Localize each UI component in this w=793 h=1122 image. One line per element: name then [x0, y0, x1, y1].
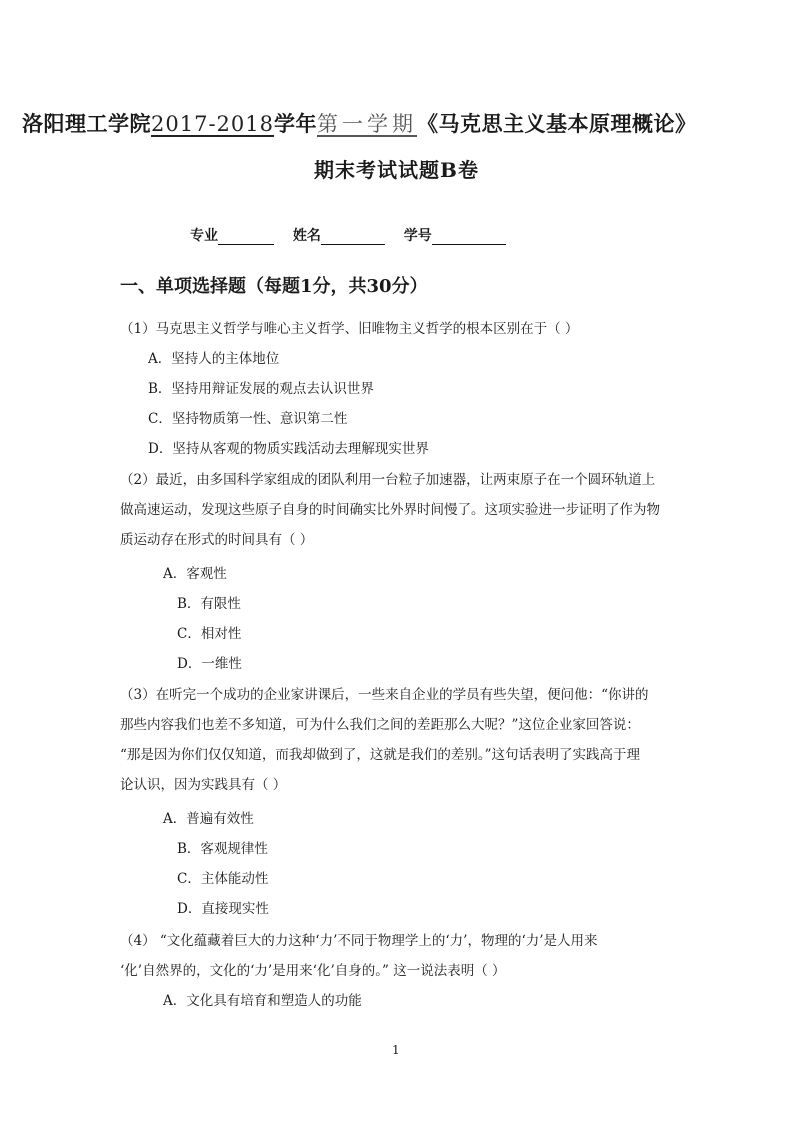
question-1-options: [148, 344, 429, 464]
school-name: 洛阳理工学院: [22, 111, 151, 136]
academic-year-suffix: 学年: [273, 111, 317, 136]
course-name: 《马克思主义基本原理概论》: [416, 111, 697, 136]
stem-line: ‘化’自然界的，文化的‘力’是用来‘化’自身的。” 这一说法表明（ ）: [120, 963, 506, 979]
major-blank[interactable]: [218, 230, 274, 245]
question-3-options-rest: [177, 834, 269, 924]
question-4-stem: [120, 926, 598, 986]
page-number: 1: [392, 1043, 400, 1057]
student-info-fields: [190, 225, 520, 245]
question-2-stem: [120, 465, 660, 555]
stem-line: （3）在听完一个成功的企业家讲课后，一些来自企业的学员有些失望，便问他：“你讲的: [120, 687, 649, 703]
student-id-blank[interactable]: [432, 230, 506, 245]
stem-line: 那些内容我们也差不多知道，可为什么我们之间的差距那么大呢？”这位企业家回答说：: [120, 717, 640, 733]
term: 第一学期: [316, 112, 417, 136]
stem-line: （2）最近，由多国科学家组成的团队利用一台粒子加速器，让两束原子在一个圆环轨道上: [120, 472, 656, 488]
question-2-option-a: A．客观性: [163, 566, 227, 582]
option-c: C．相对性: [177, 626, 242, 642]
option-d: D．坚持从客观的物质实践活动去理解现实世界: [148, 441, 429, 457]
option-d: D．直接现实性: [177, 901, 269, 917]
question-3-option-a: A．普遍有效性: [163, 811, 254, 827]
stem-line: 论认识，因为实践具有（ ）: [120, 777, 287, 793]
stem-line: “那是因为你们仅仅知道，而我却做到了，这就是我们的差别。”这句话表明了实践高于理: [120, 747, 641, 763]
option-c: C．主体能动性: [177, 871, 269, 887]
stem-line: （4） “文化蕴藏着巨大的力这种‘力’不同于物理学上的‘力’，物理的‘力’是人用来: [120, 933, 598, 949]
stem-line: 做高速运动，发现这些原子自身的时间确实比外界时间慢了。这项实验进一步证明了作为物: [120, 502, 660, 518]
exam-title-line1: [22, 108, 696, 138]
section-heading: 一、单项选择题（每题1分，共30分）: [120, 276, 428, 297]
question-2-options-rest: [177, 589, 242, 679]
option-b: B．坚持用辩证发展的观点去认识世界: [148, 381, 374, 397]
exam-title-line2: 期末考试试题B卷: [314, 158, 479, 182]
major-label: 专业: [190, 228, 218, 244]
stem-line: （1）马克思主义哲学与唯心主义哲学、旧唯物主义哲学的根本区别在于（ ）: [120, 321, 579, 337]
question-1-stem: [120, 314, 578, 344]
stem-line: 质运动存在形式的时间具有（ ）: [120, 532, 314, 548]
question-3-stem: [120, 680, 649, 800]
option-b: B．客观规律性: [177, 841, 268, 857]
option-d: D．一维性: [177, 656, 242, 672]
name-label: 姓名: [292, 228, 321, 244]
name-blank[interactable]: [321, 230, 385, 245]
option-b: B．有限性: [177, 596, 241, 612]
question-4-option-a: A．文化具有培育和塑造人的功能: [163, 993, 362, 1009]
student-id-label: 学号: [403, 228, 432, 244]
option-a: A．坚持人的主体地位: [148, 351, 280, 367]
academic-year: 2017-2018: [151, 112, 274, 136]
option-c: C．坚持物质第一性、意识第二性: [148, 411, 348, 427]
